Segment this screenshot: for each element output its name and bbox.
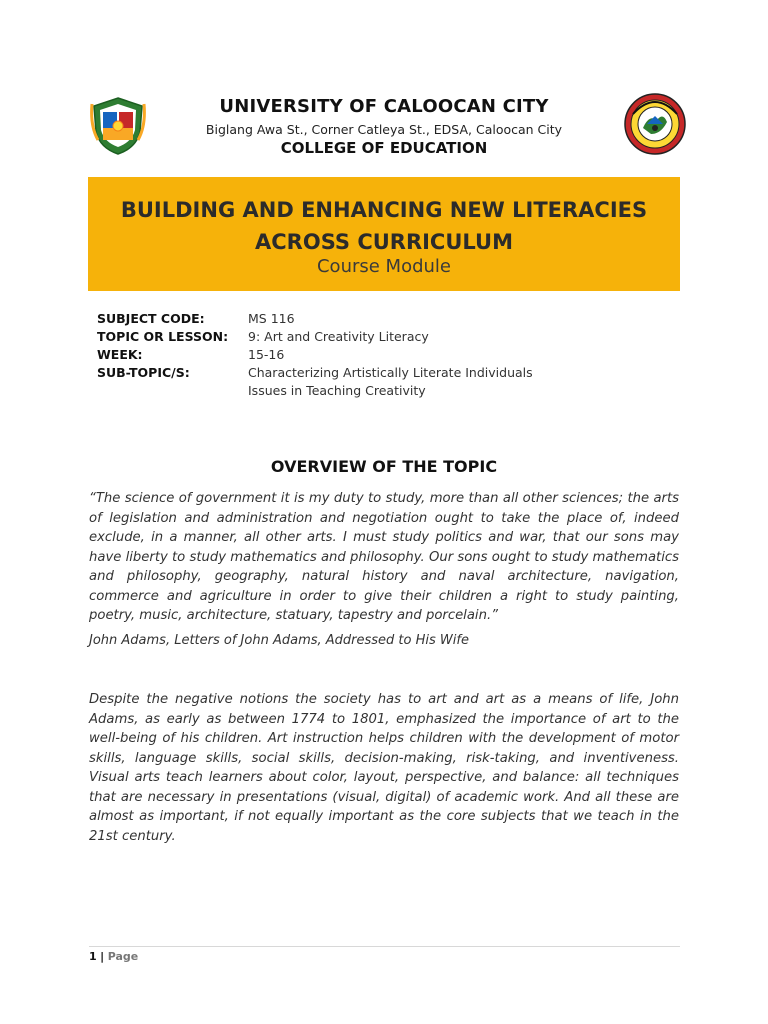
info-label: SUBJECT CODE: (97, 311, 205, 326)
info-row-topic (97, 329, 677, 347)
info-label: TOPIC OR LESSON: (97, 329, 229, 344)
university-name: UNIVERSITY OF CALOOCAN CITY (219, 96, 549, 117)
info-row-week (97, 347, 677, 365)
info-value: MS 116 (248, 311, 295, 326)
info-label: WEEK: (97, 347, 143, 362)
module-title (88, 194, 680, 258)
university-address: Biglang Awa St., Corner Catleya St., EDSA, Caloocan City (205, 122, 563, 137)
overview-heading: OVERVIEW OF THE TOPIC (270, 457, 498, 476)
page-footer (89, 950, 138, 963)
quote-attribution: John Adams, Letters of John Adams, Addressed to His Wife (89, 633, 469, 648)
module-title-line-2: ACROSS CURRICULUM (255, 230, 513, 254)
college-name: COLLEGE OF EDUCATION (280, 139, 488, 157)
info-row-subtopics-continued (97, 383, 677, 401)
info-row-subject-code (97, 311, 677, 329)
module-title-banner (88, 177, 680, 291)
page-number: 1 (89, 950, 97, 963)
footer-divider (89, 946, 680, 947)
footer-separator: | (100, 950, 105, 963)
overview-quote: “The science of government it is my duty to study, more than all other sciences; the arts of legislation and administration and negotiation ought to take the place of, indeed exclude, in a manner, all other arts. I must study politics and war, that our sons may have liberty to study mathematics and philosophy. Our sons ought to study mathematics and philosophy, geography, natural history and naval architecture, navigation, commerce and agriculture in order to give their children a right to study painting, poetry, music, architecture, statuary, tapestry and porcelain.” (89, 491, 679, 623)
module-title-line-1: BUILDING AND ENHANCING NEW LITERACIES (120, 198, 648, 222)
module-info-table (97, 311, 677, 401)
overview-paragraph: Despite the negative notions the society has to art and art as a means of life, John Adams, as early as between 1774 to 1801, emphasized the importance of art to the well-being of his children. Art instruction helps children with the development of motor skills, language skills, social skills, decision-making, risk-taking, and inventiveness. Visual arts teach learners about color, layout, perspective, and balance: all techniques that are necessary in presentations (visual, digital) of academic work. And all these are almost as important, if not equally important as the core subjects that we teach in the 21st century. (89, 692, 679, 844)
document-header (0, 92, 768, 162)
info-row-subtopics (97, 365, 677, 383)
info-value: Issues in Teaching Creativity (248, 383, 426, 398)
info-value: 15-16 (248, 347, 285, 362)
college-seal-icon (623, 92, 687, 156)
info-label: SUB-TOPIC/S: (97, 365, 190, 380)
info-value: 9: Art and Creativity Literacy (248, 329, 429, 344)
page-label: Page (107, 950, 139, 963)
module-subtitle: Course Module (316, 256, 451, 277)
info-value: Characterizing Artistically Literate Individuals (248, 365, 533, 380)
